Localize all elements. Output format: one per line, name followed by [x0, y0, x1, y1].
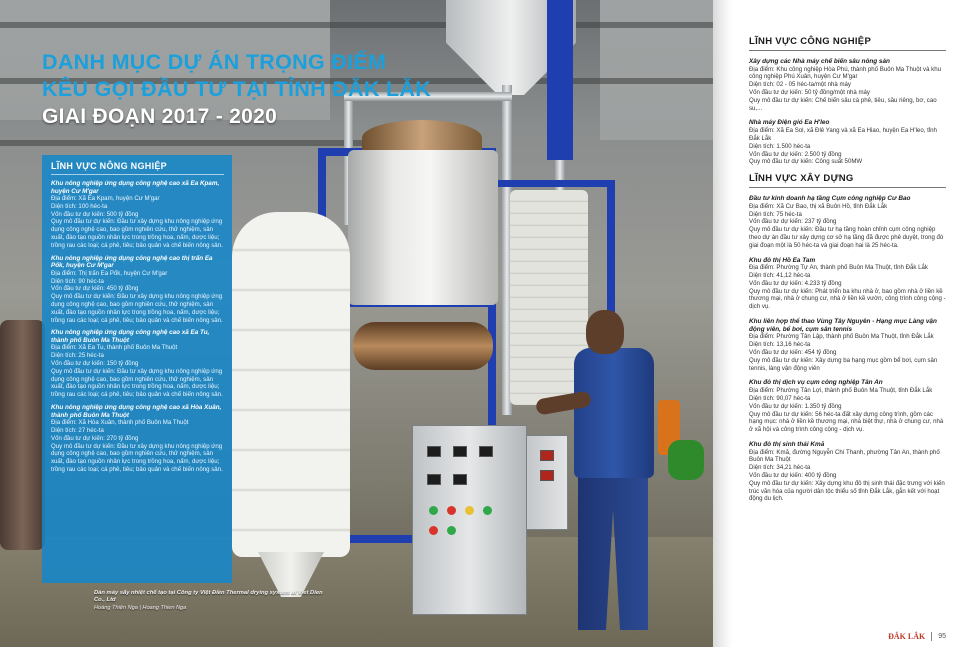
project-location: Địa điểm: Xã Cư Bao, thị xã Buôn Hồ, tỉnh Đắk Lắk	[749, 202, 888, 210]
page-footer	[888, 632, 946, 641]
project-scale: Quy mô đầu tư dự kiến: Đầu tư xây dựng khu nông nghiệp ứng dụng công nghệ cao, bao gồm nghiên cứu, thử nghiệm, sản xuất, đào tạo nguồn nhân lực trong trồng hoa, nấm, dược liệu; trồng rau các loại; cá phê, tiêu; bảo quản và chế biến nông sản.	[51, 442, 223, 473]
construction-heading: LĨNH VỰC XÂY DỰNG	[749, 173, 946, 188]
project-capital: Vốn đầu tư dự kiến: 400 tỷ đồng	[749, 471, 837, 479]
indicator-light	[429, 506, 438, 515]
agriculture-heading: LĨNH VỰC NÔNG NGHIỆP	[51, 161, 224, 175]
project-title: Khu nông nghiệp ứng dụng công nghệ cao xã Ea Tu, thành phố Buôn Ma Thuột	[51, 329, 210, 344]
meter	[453, 446, 467, 457]
meter	[453, 474, 467, 485]
project-capital: Vốn đầu tư dự kiến: 2.500 tỷ đồng	[749, 150, 842, 158]
project-area: Diện tích: 100 héc-ta	[51, 202, 108, 210]
roof-beam	[0, 22, 713, 28]
project-item	[749, 257, 946, 311]
project-area: Diện tích: 34,21 héc-ta	[749, 464, 811, 472]
project-location: Địa điểm: Xã Ea Tu, thành phố Buôn Ma Thuột	[51, 344, 178, 352]
photo-credit: Hoàng Thiện Nga | Hoang Thien Nga	[94, 605, 187, 612]
project-item	[51, 180, 224, 250]
project-scale: Quy mô đầu tư dự kiến: Đầu tư xây dựng khu nông nghiệp ứng dụng công nghệ cao, bao gồm nghiên cứu, thử nghiệm, sản xuất, đào tạo nguồn nhân lực trong trồng hoa, nấm, dược liệu; trồng rau các loại; cá phê, tiêu; bảo quản và chế biến nông sản.	[51, 293, 223, 324]
project-item	[51, 255, 224, 325]
blue-frame	[496, 180, 614, 187]
meter	[427, 446, 441, 457]
industry-heading: LĨNH VỰC CÔNG NGHIỆP	[749, 36, 946, 51]
project-capital: Vốn đầu tư dự kiến: 1.350 tỷ đồng	[749, 402, 842, 410]
roof-beam	[0, 140, 420, 146]
title-line-1: DANH MỤC DỰ ÁN TRỌNG ĐIỂM	[42, 50, 387, 74]
agriculture-panel	[42, 155, 232, 583]
project-capital: Vốn đầu tư dự kiến: 270 tỷ đồng	[51, 434, 139, 442]
indicator-light	[447, 526, 456, 535]
project-item	[749, 441, 946, 503]
page-number: 95	[938, 633, 946, 640]
project-scale: Quy mô đầu tư dự kiến: Chế biến sâu cà phê, tiêu, sầu riêng, bơ, cao su,...	[749, 96, 937, 112]
project-title: Khu nông nghiệp ứng dụng công nghệ cao xã Hòa Xuân, thành phố Buôn Ma Thuột	[51, 404, 222, 419]
project-title: Khu đô thị sinh thái Kmă	[749, 440, 825, 448]
project-title: Khu đô thị dịch vụ cụm công nghiệp Tân An	[749, 379, 883, 387]
project-capital: Vốn đầu tư dự kiến: 500 tỷ đồng	[51, 210, 139, 218]
project-area: Diện tích: 27 héc-ta	[51, 426, 104, 434]
indicator-light	[483, 506, 492, 515]
storage-tank	[0, 320, 45, 550]
project-item	[51, 329, 224, 399]
meter	[427, 474, 441, 485]
project-location: Địa điểm: Khu công nghiệp Hòa Phú, thành phố Buôn Ma Thuột và khu công nghiệp Phú Xuân, huyện Cư M'gar	[749, 65, 941, 81]
project-location: Địa điểm: Xã Hòa Xuân, thành phố Buôn Ma Thuột	[51, 419, 189, 427]
indicator-light	[465, 506, 474, 515]
project-location: Địa điểm: Xã Ea Sol, xã Đlê Yang và xã Ea Hiao, huyện Ea H'leo, tỉnh Đắk Lắk	[749, 127, 937, 142]
worker-head	[586, 310, 624, 354]
project-scale: Quy mô đầu tư dự kiến: Đầu tư xây dựng khu nông nghiệp ứng dụng công nghệ cao, bao gồm nghiên cứu, thử nghiệm, sản xuất, đào tạo nguồn nhân lực trong trồng hoa, nấm, dược liệu; trồng rau các loại; cá phê, tiêu; bảo quản và chế biến nông sản.	[51, 367, 223, 399]
meter	[540, 470, 554, 481]
project-item	[749, 318, 946, 372]
project-scale: Quy mô đầu tư dự kiến: Phát triển ba khu nhà ở, bao gồm nhà ở liền kề thương mại, nhà ở chung cư, nhà ở liền kề vườn, công trình công cộng - dịch vụ.	[749, 287, 946, 311]
title-line-3: GIAI ĐOẠN 2017 - 2020	[42, 105, 278, 128]
blue-frame	[547, 0, 573, 160]
project-title: Xây dựng các Nhà máy chế biến sâu nông sản	[749, 58, 890, 65]
project-area: Diện tích: 02 - 05 héc-ta/một nhà máy	[749, 81, 851, 89]
project-location: Địa điểm: Phường Tự An, thành phố Buôn Ma Thuột, tỉnh Đắk Lắk	[749, 264, 928, 272]
page-spine	[713, 0, 733, 647]
photo-caption	[94, 590, 324, 611]
project-scale: Quy mô đầu tư dự kiến: Công suất 50MW	[749, 158, 863, 166]
control-panel	[412, 425, 527, 615]
project-scale: Quy mô đầu tư dự kiến: Xây dựng ba hạng mục gồm bể bơi, cụm sân tennis, làng vận động viên	[749, 356, 938, 372]
project-item	[749, 58, 946, 112]
project-area: Diện tích: 1.500 héc-ta	[749, 142, 811, 150]
project-capital: Vốn đầu tư dự kiến: 454 tỷ đồng	[749, 349, 837, 357]
project-item	[749, 379, 946, 433]
project-location: Địa điểm: Kmă, đường Nguyễn Chí Thanh, phường Tân An, thành phố Buôn Ma Thuột	[749, 448, 940, 464]
meter	[540, 450, 554, 461]
project-capital: Vốn đầu tư dự kiến: 237 tỷ đồng	[749, 218, 837, 226]
caption-text: Dàn máy sấy nhiệt chế tạo tại Công ty Việt Điền Thermal drying system at Viet Dien Co., Ltd	[94, 590, 323, 604]
project-title: Khu liên hợp thể thao Vùng Tây Nguyên - Hạng mục Làng vận động viên, bể bơi, cụm sân tennis	[749, 318, 937, 333]
project-item	[749, 119, 946, 166]
project-scale: Quy mô đầu tư dự kiến: Đầu tư xây dựng khu nông nghiệp ứng dụng công nghệ cao, bao gồm nghiên cứu, thử nghiệm, sản xuất, đào tạo nguồn nhân lực trong trồng hoa, nấm, dược liệu; trồng rau các loại; cá phê, tiêu; bảo quản và chế biến nông sản.	[51, 218, 223, 249]
roof-panel	[600, 0, 713, 140]
project-location: Địa điểm: Phường Tân Lập, thành phố Buôn Ma Thuột, tỉnh Đắk Lắk	[749, 333, 934, 341]
project-capital: Vốn đầu tư dự kiến: 4.233 tỷ đồng	[749, 279, 842, 287]
project-item	[749, 195, 946, 249]
project-location: Địa điểm: Xã Ea Kpam, huyện Cư M'gar	[51, 195, 160, 203]
project-title: Nhà máy Điện gió Ea H'leo	[749, 119, 830, 127]
title-line-2: KÊU GỌI ĐẦU TƯ TẠI TỈNH ĐẮK LẮK	[42, 76, 432, 101]
dryer-chamber	[348, 150, 498, 305]
heat-pipe	[353, 322, 493, 370]
project-scale: Quy mô đầu tư dự kiến: Đầu tư hạ tầng hoàn chỉnh cụm công nghiệp theo dự án đầu tư xây dựng cơ sở hạ tầng đã được phê duyệt, trong đó giai đoạn một là 50 héc-ta và giai đoạn hai là 25 héc-ta.	[749, 226, 944, 249]
project-item	[51, 404, 224, 474]
project-capital: Vốn đầu tư dự kiến: 50 tỷ đồng/một nhà máy	[749, 89, 870, 97]
project-area: Diện tích: 90 héc-ta	[51, 277, 104, 285]
meter	[479, 446, 493, 457]
magazine-logo: ĐẮK LẮK	[888, 632, 926, 641]
project-scale: Quy mô đầu tư dự kiến: 56 héc-ta đất xây dựng công trình, gồm các hạng mục: nhà ở liền kề thương mại, nhà biệt thự, nhà ở chung cư, nhà ở xã hội và công trình công cộng - dịch vụ.	[749, 410, 944, 434]
project-area: Diện tích: 13,16 héc-ta	[749, 341, 811, 349]
project-area: Diện tích: 90,07 héc-ta	[749, 394, 811, 402]
project-capital: Vốn đầu tư dự kiến: 150 tỷ đồng	[51, 360, 139, 368]
green-cloth	[668, 440, 704, 480]
page-title	[42, 52, 431, 127]
indicator-light	[447, 506, 456, 515]
project-capital: Vốn đầu tư dự kiến: 450 tỷ đồng	[51, 285, 139, 293]
project-location: Địa điểm: Thị trấn Ea Pốk, huyện Cư M'gar	[51, 269, 168, 277]
project-title: Khu đô thị Hồ Ea Tam	[749, 256, 816, 264]
footer-divider	[931, 632, 932, 641]
indicator-light	[429, 526, 438, 535]
insulated-column	[232, 212, 350, 557]
project-title: Khu nông nghiệp ứng dụng công nghệ cao thị trấn Ea Pốk, huyện Cư M'gar	[51, 254, 213, 270]
control-panel-small	[526, 435, 568, 530]
project-title: Khu nông nghiệp ứng dụng công nghệ cao xã Ea Kpam, huyện Cư M'gar	[51, 180, 220, 195]
text-page	[733, 0, 960, 647]
project-area: Diện tích: 41,12 héc-ta	[749, 272, 811, 280]
project-scale: Quy mô đầu tư dự kiến: Xây dựng khu đô thị sinh thái đặc trưng với kiến trúc văn hóa của người dân tộc thiểu số tỉnh Đắk Lắk, gắn kết với hoạt động du lịch.	[749, 479, 945, 503]
project-area: Diện tích: 25 héc-ta	[51, 352, 104, 360]
project-location: Địa điểm: Phường Tân Lợi, thành phố Buôn Ma Thuột, tỉnh Đắk Lắk	[749, 387, 933, 395]
project-area: Diện tích: 75 héc-ta	[749, 210, 802, 218]
worker-body	[574, 348, 654, 478]
project-title: Đầu tư kinh doanh hạ tầng Cụm công nghiệp Cư Bao	[749, 195, 911, 203]
